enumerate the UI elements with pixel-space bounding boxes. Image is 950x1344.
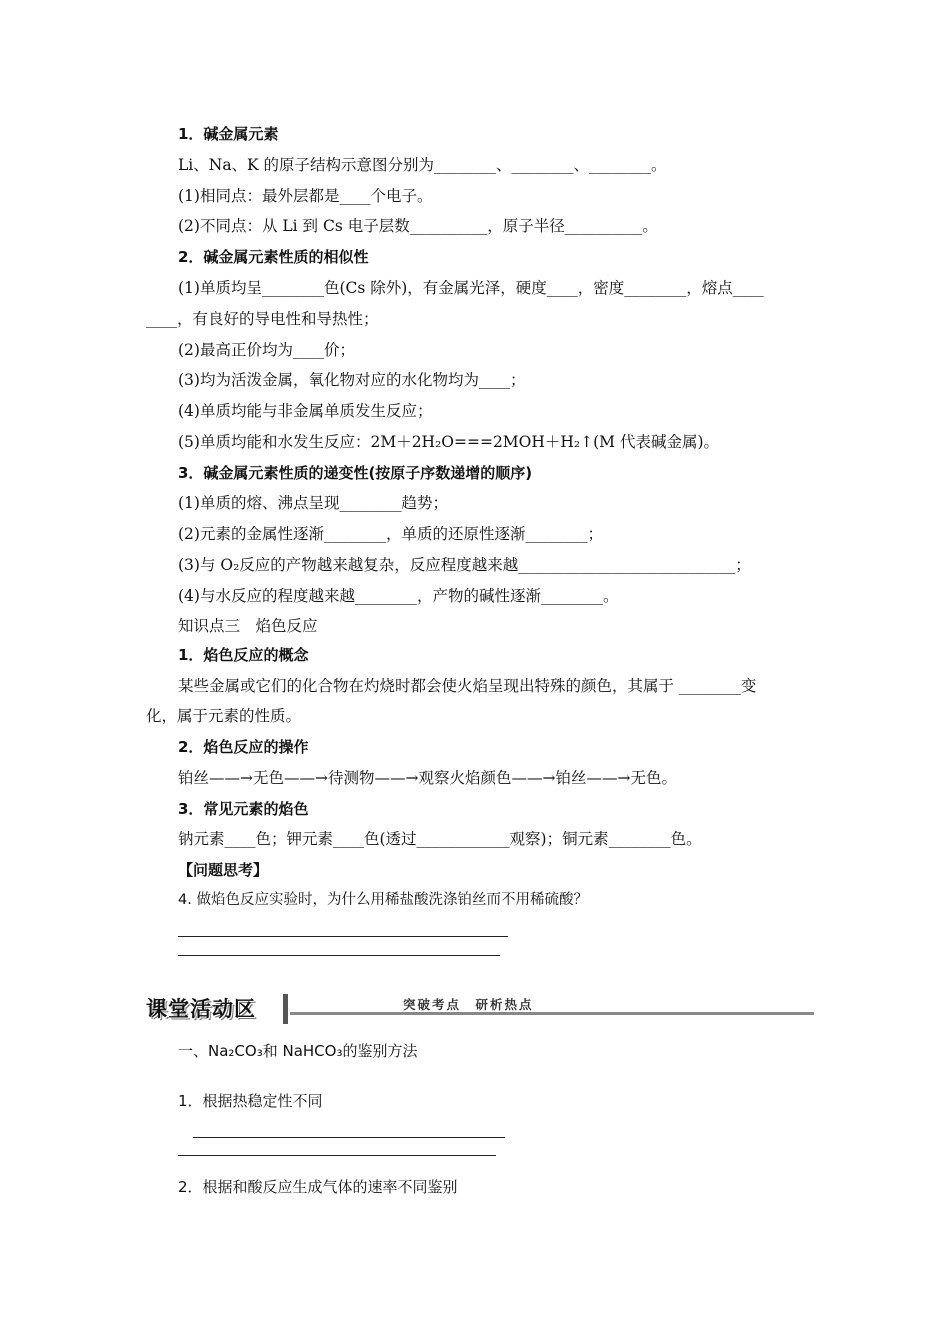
line-8: (2)最高正价均为____价；: [178, 341, 355, 359]
line-9: (3)均为活泼金属，氧化物对应的水化物均为____；: [178, 371, 526, 389]
banner-bar: [283, 994, 288, 1024]
banner-subtitle: 突破考点 研析热点: [403, 997, 534, 1012]
answer-rule-1: [178, 936, 508, 937]
banner-line: [290, 1012, 814, 1015]
line-19: 某些金属或它们的化合物在灼烧时都会使火焰呈现出特殊的颜色，其属于 ________变: [178, 677, 757, 695]
line-4: (2)不同点：从 Li 到 Cs 电子层数__________，原子半径__________。: [178, 217, 658, 235]
line-18-heading: 1．焰色反应的概念: [178, 646, 309, 664]
section-item-2: 2．根据和酸反应生成气体的速率不同鉴别: [178, 1178, 458, 1196]
answer-rule-2: [178, 955, 500, 956]
line-21-heading: 2．焰色反应的操作: [178, 738, 309, 756]
line-20: 化，属于元素的性质。: [146, 707, 302, 725]
line-5-heading: 2．碱金属元素性质的相似性: [178, 248, 369, 266]
line-14: (2)元素的金属性逐渐________，单质的还原性逐渐________；: [178, 525, 603, 543]
line-15: (3)与 O₂反应的产物越来越复杂，反应程度越来越____________________________；: [178, 556, 751, 574]
line-3: (1)相同点：最外层都是____个电子。: [178, 187, 433, 205]
line-25-question-label: 【问题思考】: [178, 861, 269, 879]
line-22: 铂丝——→无色——→待测物——→观察火焰颜色——→铂丝——→无色。: [178, 769, 677, 787]
line-16: (4)与水反应的程度越来越________，产物的碱性逐渐________。: [178, 587, 619, 605]
line-2: Li、Na、K 的原子结构示意图分别为________、________、________。: [178, 156, 667, 174]
line-7: ____，有良好的导电性和导热性；: [146, 310, 379, 328]
line-17-knowledge-point: 知识点三 焰色反应: [178, 617, 318, 635]
section-heading: 一、Na₂CO₃和 NaHCO₃的鉴别方法: [178, 1042, 418, 1060]
answer-rule-3: [193, 1137, 505, 1138]
answer-rule-4: [178, 1155, 496, 1156]
line-6: (1)单质均呈________色(Cs 除外)，有金属光泽，硬度____，密度________，熔点____: [178, 279, 764, 297]
line-26-question: 4. 做焰色反应实验时，为什么用稀盐酸洗涤铂丝而不用稀硫酸？: [178, 892, 588, 908]
line-12-heading: 3．碱金属元素性质的递变性(按原子序数递增的顺序): [178, 464, 533, 482]
section-item-1: 1．根据热稳定性不同: [178, 1092, 323, 1110]
line-1-heading: 1．碱金属元素: [178, 125, 279, 143]
line-23-heading: 3．常见元素的焰色: [178, 800, 309, 818]
line-11: (5)单质均能和水发生反应：2M＋2H₂O===2MOH＋H₂↑(M 代表碱金属)。: [178, 433, 720, 451]
line-10: (4)单质均能与非金属单质发生反应；: [178, 402, 433, 420]
line-13: (1)单质的熔、沸点呈现________趋势；: [178, 494, 448, 512]
banner-title: 课堂活动区: [146, 997, 256, 1021]
line-24: 钠元素____色；钾元素____色(透过____________观察)；铜元素________色。: [178, 830, 702, 848]
